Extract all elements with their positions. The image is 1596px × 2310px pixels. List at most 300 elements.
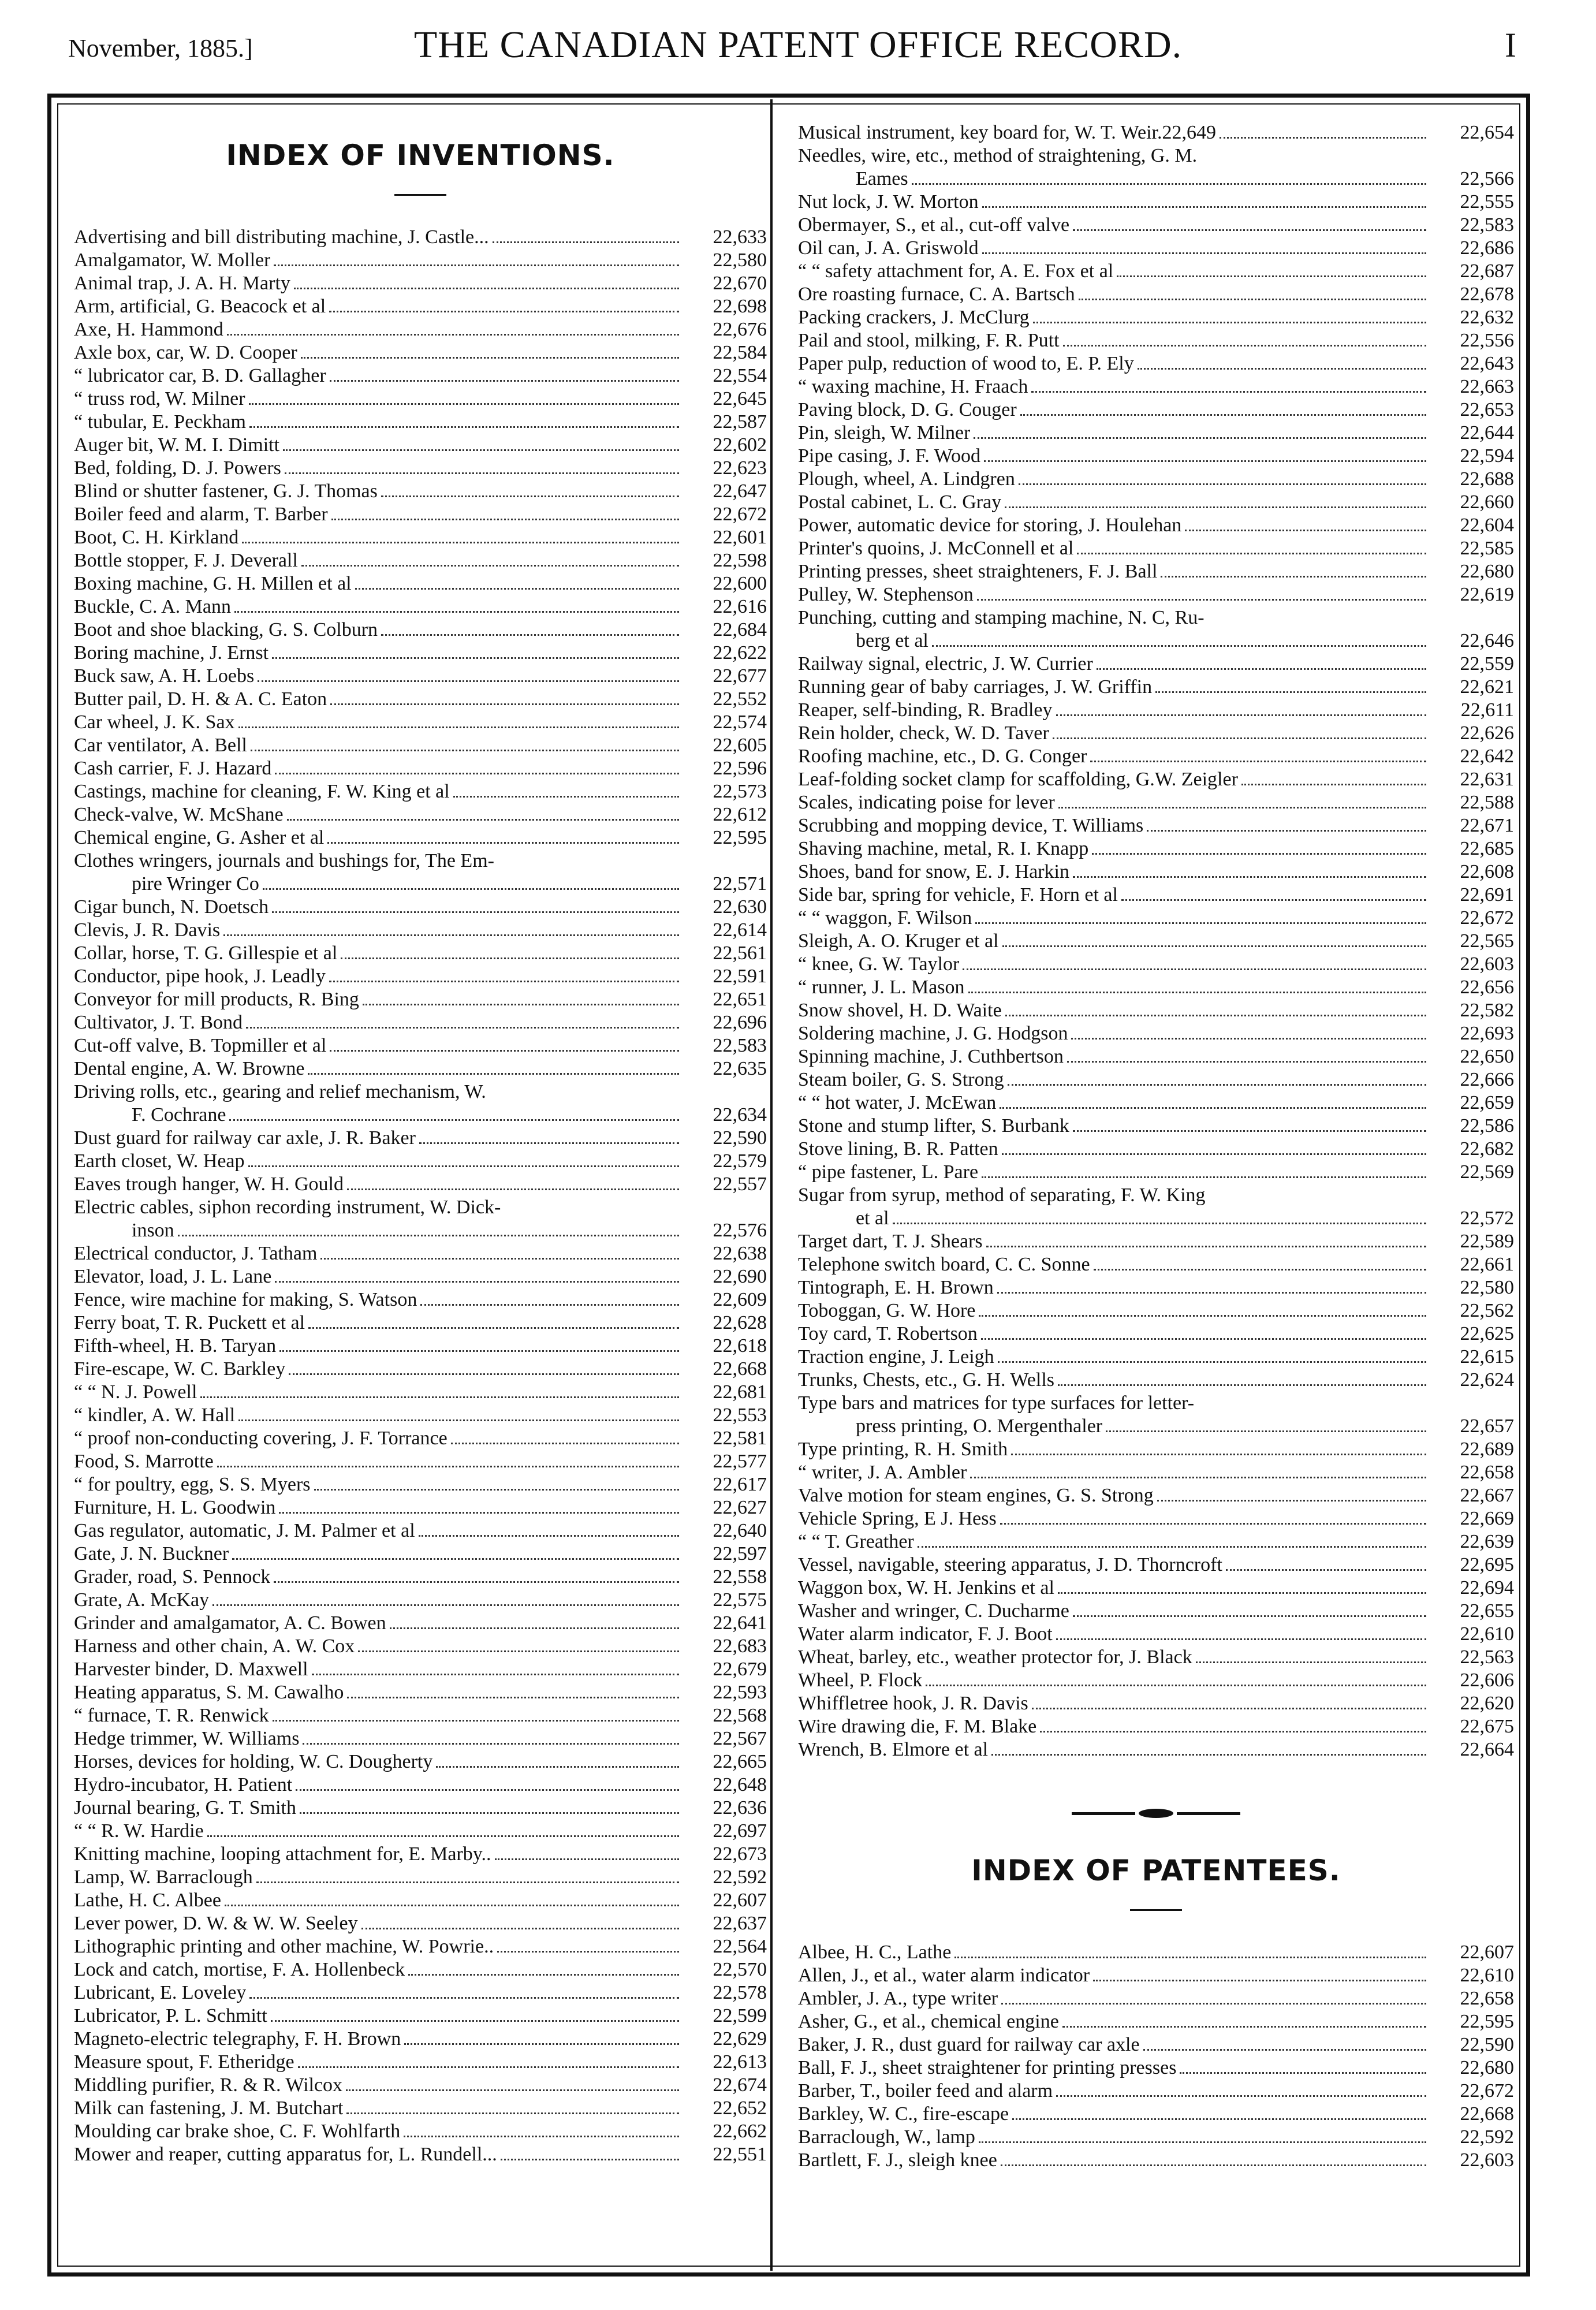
leader-dots (363, 1004, 679, 1005)
entry-text: Type printing, R. H. Smith (798, 1439, 1008, 1460)
entry-text: Arm, artificial, G. Beacock et al (74, 296, 326, 317)
patent-number: 22,677 (713, 665, 767, 687)
patent-number: 22,555 (1460, 191, 1514, 213)
inventions-list-right (798, 121, 1514, 1761)
index-entry (798, 745, 1514, 768)
patent-number: 22,558 (713, 1566, 767, 1588)
patent-number: 22,680 (1460, 561, 1514, 582)
entry-text: Traction engine, J. Leigh (798, 1346, 994, 1368)
leader-dots (1094, 1269, 1426, 1270)
index-entry (74, 1889, 767, 1912)
leader-dots (1092, 853, 1426, 855)
index-entry (74, 1034, 767, 1057)
patent-number: 22,668 (713, 1358, 767, 1380)
patent-number: 22,595 (1460, 2011, 1514, 2032)
leader-dots (238, 726, 679, 728)
index-entry (74, 480, 767, 503)
entry-text: Sugar from syrup, method of separating, F. W. King (798, 1184, 1206, 1206)
patent-number: 22,672 (713, 504, 767, 525)
entry-text: Collar, horse, T. G. Gillespie et al (74, 942, 338, 964)
leader-dots (998, 1361, 1426, 1363)
leader-dots (294, 288, 679, 289)
entry-text: Blind or shutter fastener, G. J. Thomas (74, 480, 378, 502)
leader-dots (381, 495, 679, 497)
patent-number: 22,642 (1460, 746, 1514, 767)
patent-number: 22,573 (713, 781, 767, 802)
entry-text: et al (856, 1208, 889, 1229)
patent-number: 22,661 (1460, 1254, 1514, 1275)
patent-number: 22,654 (1460, 122, 1514, 143)
index-entry (798, 1415, 1514, 1438)
leader-dots (451, 1443, 679, 1444)
entry-text: Wrench, B. Elmore et al (798, 1739, 989, 1760)
patent-number: 22,587 (713, 411, 767, 433)
patent-number: 22,691 (1460, 884, 1514, 906)
leader-dots (497, 1951, 679, 1953)
index-entry (798, 653, 1514, 676)
patent-number: 22,577 (713, 1451, 767, 1472)
patent-number: 22,681 (713, 1381, 767, 1403)
leader-dots (272, 657, 679, 659)
patentees-list (798, 1941, 1514, 2172)
entry-text: “ truss rod, W. Milner (74, 388, 245, 409)
patent-number: 22,673 (713, 1843, 767, 1865)
index-entry (74, 1104, 767, 1127)
leader-dots (1138, 368, 1426, 370)
patent-number: 22,590 (713, 1127, 767, 1149)
leader-dots (1000, 1107, 1426, 1109)
issue-date: November, 1885.] (68, 34, 253, 62)
entry-text: Harness and other chain, A. W. Cox (74, 1635, 355, 1657)
leader-dots (285, 472, 679, 474)
index-entry (798, 329, 1514, 352)
index-entry (74, 2143, 767, 2166)
index-entry (798, 1138, 1514, 1161)
leader-dots (1053, 737, 1426, 739)
entry-text: Sleigh, A. O. Kruger et al (798, 930, 999, 952)
index-entry (74, 850, 767, 873)
entry-text: Milk can fastening, J. M. Butchart (74, 2097, 344, 2119)
entry-text: Vessel, navigable, steering apparatus, J. D. Thorncroft (798, 1554, 1222, 1575)
index-entry (798, 676, 1514, 699)
index-entry (798, 2126, 1514, 2149)
patent-number: 22,639 (1460, 1531, 1514, 1552)
entry-text: Castings, machine for cleaning, F. W. King et al (74, 781, 450, 802)
index-entry (798, 191, 1514, 214)
patent-number: 22,645 (713, 388, 767, 409)
leader-dots (361, 1928, 679, 1929)
entry-text: Grader, road, S. Pennock (74, 1566, 271, 1588)
patent-number: 22,574 (713, 711, 767, 733)
patent-number: 22,557 (713, 1173, 767, 1195)
patent-number: 22,669 (1460, 1508, 1514, 1529)
index-entry (74, 1519, 767, 1543)
index-entry (74, 896, 767, 919)
patent-number: 22,588 (1460, 792, 1514, 813)
entry-text: Earth closet, W. Heap (74, 1150, 245, 1172)
patent-number: 22,628 (713, 1312, 767, 1333)
patent-number: 22,672 (1460, 2080, 1514, 2102)
index-entry (798, 1941, 1514, 1964)
entry-text: Electric cables, siphon recording instrument, W. Dick- (74, 1197, 501, 1218)
leader-dots (1001, 2164, 1426, 2166)
patent-number: 22,617 (713, 1474, 767, 1495)
patent-number: 22,610 (1460, 1623, 1514, 1645)
patent-number: 22,592 (713, 1866, 767, 1888)
entry-text: Power, automatic device for storing, J. Houlehan (798, 515, 1182, 536)
patent-number: 22,622 (713, 642, 767, 664)
leader-dots (1097, 668, 1426, 670)
patent-number: 22,689 (1460, 1439, 1514, 1460)
patent-number: 22,650 (1460, 1046, 1514, 1067)
entry-text: Boiler feed and alarm, T. Barber (74, 504, 328, 525)
index-entry (798, 699, 1514, 722)
entry-text: Oil can, J. A. Griswold (798, 237, 979, 259)
leader-dots (493, 241, 679, 243)
entry-text: F. Cochrane (132, 1104, 226, 1126)
entry-text: Grate, A. McKay (74, 1589, 210, 1611)
entry-text: Dust guard for railway car axle, J. R. Baker (74, 1127, 416, 1149)
entry-text: Printer's quoins, J. McConnell et al (798, 538, 1074, 559)
index-entry (798, 375, 1514, 398)
index-entry (74, 434, 767, 457)
entry-text: Dental engine, A. W. Browne (74, 1058, 305, 1079)
patent-number: 22,629 (713, 2028, 767, 2050)
entry-text: “ for poultry, egg, S. S. Myers (74, 1474, 311, 1495)
leader-dots (1185, 530, 1426, 531)
leader-dots (974, 437, 1426, 439)
entry-text: “ “ hot water, J. McEwan (798, 1092, 997, 1113)
leader-dots (289, 1373, 679, 1375)
index-entry (74, 919, 767, 942)
leader-dots (404, 2043, 679, 2045)
entry-text: Conveyor for mill products, R. Bing (74, 989, 359, 1010)
index-entry (74, 1612, 767, 1635)
leader-dots (298, 2066, 679, 2068)
entry-text: Spinning machine, J. Cuthbertson (798, 1046, 1064, 1067)
publication-title: THE CANADIAN PATENT OFFICE RECORD. (413, 24, 1183, 66)
index-entry (798, 537, 1514, 560)
leader-dots (932, 645, 1426, 647)
entry-text: Nut lock, J. W. Morton (798, 191, 979, 213)
leader-dots (320, 1258, 679, 1260)
leader-dots (975, 922, 1426, 924)
index-entry (74, 457, 767, 480)
index-entry (74, 1081, 767, 1104)
patent-number: 22,664 (1460, 1739, 1514, 1760)
patent-number: 22,640 (713, 1520, 767, 1541)
patent-number: 22,592 (1460, 2126, 1514, 2148)
leader-dots (1058, 807, 1426, 808)
leader-dots (1011, 1454, 1426, 1455)
index-entry (74, 1288, 767, 1312)
leader-dots (954, 1957, 1426, 1958)
patent-number: 22,662 (713, 2121, 767, 2142)
patent-number: 22,619 (1460, 584, 1514, 605)
leader-dots (329, 311, 679, 312)
entry-text: Obermayer, S., et al., cut-off valve (798, 214, 1070, 236)
index-entry (798, 606, 1514, 629)
section-ornament (798, 1796, 1514, 1831)
index-entry (74, 1127, 767, 1150)
leader-dots (227, 334, 679, 336)
leader-dots (1079, 299, 1426, 300)
patent-number: 22,644 (1460, 422, 1514, 444)
index-entry (798, 1669, 1514, 1692)
patent-number: 22,610 (1460, 1965, 1514, 1986)
leader-dots (272, 911, 679, 913)
patent-number: 22,563 (1460, 1646, 1514, 1668)
entry-text: Pail and stool, milking, F. R. Putt (798, 330, 1060, 351)
index-entry (74, 688, 767, 711)
index-entry (798, 1692, 1514, 1715)
entry-text: Animal trap, J. A. H. Marty (74, 273, 290, 294)
index-entry (74, 318, 767, 341)
patent-number: 22,688 (1460, 468, 1514, 490)
index-entry (798, 1207, 1514, 1230)
index-entry (74, 942, 767, 965)
index-entry (798, 283, 1514, 306)
patent-number: 22,683 (713, 1635, 767, 1657)
leader-dots (225, 1905, 679, 1906)
entry-text: Clevis, J. R. Davis (74, 919, 221, 941)
index-entry (74, 411, 767, 434)
entry-text: Horses, devices for holding, W. C. Dougherty (74, 1751, 433, 1772)
index-entry (74, 1427, 767, 1450)
leader-dots (246, 1027, 679, 1029)
index-entry (74, 295, 767, 318)
index-entry (798, 144, 1514, 167)
entry-text: Shaving machine, metal, R. I. Knapp (798, 838, 1089, 859)
index-entry (798, 468, 1514, 491)
right-column (798, 121, 1514, 2172)
entry-text: Pin, sleigh, W. Milner (798, 422, 971, 444)
leader-dots (420, 1304, 679, 1306)
entry-text: “ proof non-conducting covering, J. F. Torrance (74, 1428, 448, 1449)
index-entry (798, 1623, 1514, 1646)
index-entry (798, 1045, 1514, 1068)
leader-dots (1012, 2118, 1426, 2120)
index-entry (798, 1346, 1514, 1369)
leader-dots (1032, 1708, 1426, 1709)
entry-text: Water alarm indicator, F. J. Boot (798, 1623, 1053, 1645)
leader-dots (314, 1489, 679, 1491)
leader-dots (330, 703, 679, 705)
entry-text: Whiffletree hook, J. R. Davis (798, 1693, 1028, 1714)
patent-number: 22,594 (1460, 445, 1514, 467)
index-entry (798, 1161, 1514, 1184)
index-entry (798, 1715, 1514, 1738)
entry-text: Packing crackers, J. McClurg (798, 307, 1030, 328)
entry-text: Barber, T., boiler feed and alarm (798, 2080, 1053, 2102)
index-entry (74, 1450, 767, 1473)
entry-text: “ lubricator car, B. D. Gallagher (74, 365, 326, 386)
index-entry (798, 260, 1514, 283)
index-entry (74, 1335, 767, 1358)
leader-dots (217, 1466, 679, 1467)
entry-text: Measure spout, F. Etheridge (74, 2051, 294, 2073)
leader-dots (347, 1188, 679, 1190)
patent-number: 22,565 (1460, 930, 1514, 952)
index-entry (798, 491, 1514, 514)
patent-number: 22,655 (1460, 1600, 1514, 1622)
entry-text: “ furnace, T. R. Renwick (74, 1705, 269, 1726)
index-entry (74, 341, 767, 364)
leader-dots (1005, 506, 1426, 508)
leader-dots (986, 1246, 1426, 1247)
patent-number: 22,551 (713, 2144, 767, 2165)
patent-number: 22,672 (1460, 907, 1514, 929)
entry-text: Gas regulator, automatic, J. M. Palmer et al (74, 1520, 415, 1541)
entry-text: Bartlett, F. J., sleigh knee (798, 2149, 997, 2171)
left-column (74, 127, 767, 2166)
index-entry (798, 1115, 1514, 1138)
entry-text: Hydro-incubator, H. Patient (74, 1774, 293, 1795)
index-entry (798, 1484, 1514, 1507)
leader-dots (347, 1697, 679, 1698)
patent-number: 22,569 (1460, 1161, 1514, 1183)
index-entry (798, 352, 1514, 375)
patent-number: 22,590 (1460, 2034, 1514, 2055)
entry-text: Boot, C. H. Kirkland (74, 527, 239, 548)
index-entry (798, 999, 1514, 1022)
entry-text: Lubricant, E. Loveley (74, 1982, 247, 2003)
leader-dots (1073, 229, 1426, 231)
index-entry (798, 1322, 1514, 1346)
patent-number: 22,634 (713, 1104, 767, 1126)
index-entry (798, 2080, 1514, 2103)
leader-dots (1002, 1153, 1426, 1155)
patent-number: 22,646 (1460, 630, 1514, 651)
patent-number: 22,603 (1460, 2149, 1514, 2171)
leader-dots (1180, 2072, 1426, 2074)
patent-number: 22,607 (713, 1890, 767, 1911)
leader-dots (256, 1881, 679, 1883)
index-entry (74, 503, 767, 526)
index-entry (798, 1507, 1514, 1530)
leader-dots (1008, 1084, 1426, 1086)
patent-number: 22,613 (713, 2051, 767, 2073)
entry-text: Bottle stopper, F. J. Deverall (74, 550, 298, 571)
entry-text: Rein holder, check, W. D. Taver (798, 722, 1049, 744)
index-entry (74, 2097, 767, 2120)
patent-number: 22,685 (1460, 838, 1514, 859)
entry-text: Paving block, D. G. Couger (798, 399, 1017, 420)
index-entry (798, 1461, 1514, 1484)
index-entry (798, 306, 1514, 329)
entry-text: Ore roasting furnace, C. A. Bartsch (798, 284, 1075, 305)
leader-dots (287, 819, 679, 821)
leader-dots (1090, 761, 1426, 762)
entry-text: Elevator, load, J. L. Lane (74, 1266, 272, 1287)
index-entry (74, 1635, 767, 1658)
patent-number: 22,626 (1460, 722, 1514, 744)
patent-number: 22,620 (1460, 1693, 1514, 1714)
patent-number: 22,611 (1460, 699, 1514, 721)
entry-text: Ferry boat, T. R. Puckett et al (74, 1312, 305, 1333)
patent-number: 22,589 (1460, 1231, 1514, 1252)
patent-number: 22,616 (713, 596, 767, 617)
patent-number: 22,663 (1460, 376, 1514, 397)
index-entry (798, 2103, 1514, 2126)
index-entry (74, 734, 767, 757)
index-entry (74, 826, 767, 850)
entry-text: Roofing machine, etc., D. G. Conger (798, 746, 1087, 767)
leader-dots (419, 1535, 679, 1537)
entry-text: Axle box, car, W. D. Cooper (74, 342, 297, 363)
leader-dots (330, 1050, 679, 1052)
entry-text: Fence, wire machine for making, S. Watson (74, 1289, 417, 1310)
patent-number: 22,567 (713, 1728, 767, 1749)
leader-dots (263, 888, 679, 890)
entry-text: Fifth-wheel, H. B. Taryan (74, 1335, 277, 1357)
index-entry (798, 976, 1514, 999)
entry-text: Buckle, C. A. Mann (74, 596, 231, 617)
patent-number: 22,684 (713, 619, 767, 640)
entry-text: Lamp, W. Barraclough (74, 1866, 253, 1888)
leader-dots (1155, 691, 1426, 693)
index-entry (74, 803, 767, 826)
patent-number: 22,687 (1460, 260, 1514, 282)
entry-text: “ runner, J. L. Mason (798, 977, 965, 998)
entry-text: Heating apparatus, S. M. Cawalho (74, 1682, 344, 1703)
entry-text: Mower and reaper, cutting apparatus for, L. Rundell... (74, 2144, 497, 2165)
patent-number: 22,659 (1460, 1092, 1514, 1113)
index-entry (798, 907, 1514, 930)
leader-dots (346, 2089, 679, 2091)
entry-text: Needles, wire, etc., method of straightening, G. M. (798, 145, 1198, 166)
leader-dots (331, 519, 679, 520)
entry-text: Telephone switch board, C. C. Sonne (798, 1254, 1090, 1275)
index-entry (74, 1958, 767, 1981)
leader-dots (279, 1350, 679, 1352)
leader-dots (312, 1674, 679, 1675)
entry-text: Clothes wringers, journals and bushings for, The Em- (74, 850, 494, 871)
index-entry (798, 629, 1514, 653)
leader-dots (1002, 945, 1427, 947)
patent-number: 22,580 (713, 249, 767, 271)
patent-number: 22,651 (713, 989, 767, 1010)
entry-text: Trunks, Chests, etc., G. H. Wells (798, 1369, 1055, 1391)
entry-text: Wheel, P. Flock (798, 1670, 923, 1691)
entry-text: Lubricator, P. L. Schmitt (74, 2005, 267, 2026)
leader-dots (1033, 322, 1426, 323)
index-entry (74, 1774, 767, 1797)
leader-dots (301, 565, 679, 567)
entry-text: Printing presses, sheet straighteners, F. J. Ball (798, 561, 1158, 582)
leader-dots (912, 183, 1426, 185)
patent-number: 22,670 (713, 273, 767, 294)
index-entry (74, 2074, 767, 2097)
leader-dots (984, 460, 1426, 462)
entry-text: Running gear of baby carriages, J. W. Griffin (798, 676, 1153, 698)
patent-number: 22,596 (713, 758, 767, 779)
leader-dots (501, 2159, 679, 2160)
entry-text: pire Wringer Co (132, 873, 259, 895)
patent-number: 22,656 (1460, 977, 1514, 998)
index-entry (798, 791, 1514, 814)
patent-number: 22,612 (713, 804, 767, 825)
entry-text: Albee, H. C., Lathe (798, 1942, 952, 1963)
leader-dots (308, 1073, 679, 1075)
leader-dots (381, 634, 679, 636)
index-entry (798, 398, 1514, 422)
patent-number: 22,632 (1460, 307, 1514, 328)
index-entry (74, 1681, 767, 1704)
patent-number: 22,585 (1460, 538, 1514, 559)
entry-text: Bed, folding, D. J. Powers (74, 457, 281, 479)
entry-text: Moulding car brake shoe, C. F. Wohlfarth (74, 2121, 401, 2142)
